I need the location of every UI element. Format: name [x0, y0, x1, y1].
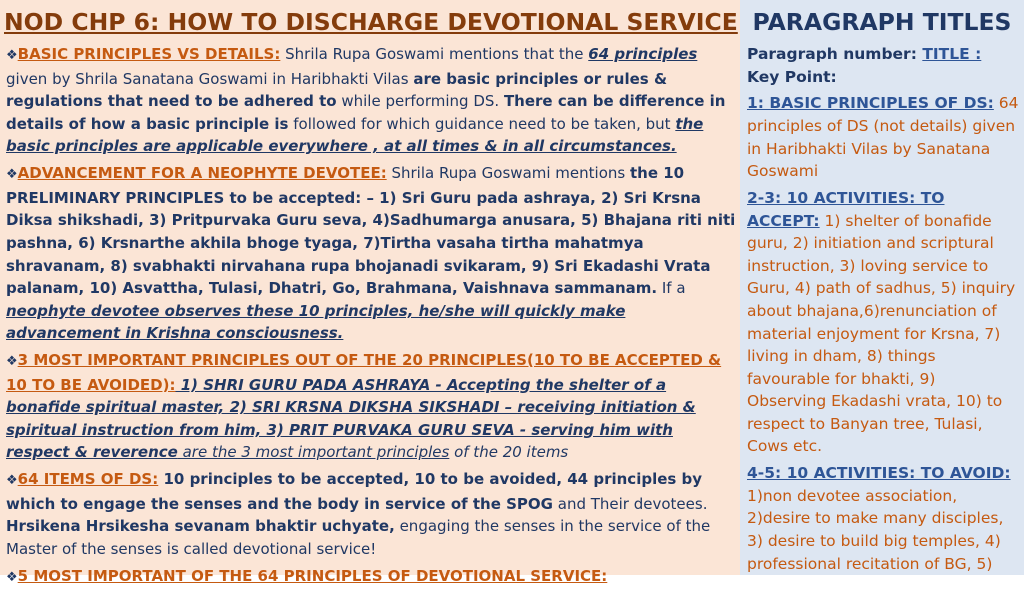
- paragraph-text: engaging the senses in the service of the Master of the senses is called devotional service!: [6, 517, 711, 559]
- item-heading: 4-5: 10 ACTIVITIES: TO AVOID:: [747, 464, 1011, 483]
- paragraph-text: If a: [657, 279, 686, 298]
- right-panel: [740, 0, 1024, 575]
- paragraph-heading: 5 MOST IMPORTANT OF THE 64 PRINCIPLES OF DEVOTIONAL SERVICE:: [17, 566, 608, 585]
- left-body: [6, 43, 736, 594]
- item-heading: 2-3: 10 ACTIVITIES: TO ACCEPT:: [747, 188, 945, 230]
- item-text: 2) initiation and scriptural instruction, 3) loving service to Guru, 4) path of sadhus, 5) inquiry about bhajana,6)renunciation of material enjoyment for Krsna, 7) living in dham, 8) things favourable for bhakti, 9) Observing Ekadashi vrata, 10) to respect to Banyan tree, Tulasi, Cows etc.: [747, 234, 1016, 456]
- paragraph-text: Shrila Rupa Goswami mentions: [386, 164, 630, 183]
- paragraph-text: while performing DS.: [336, 92, 504, 111]
- item-heading: 1: BASIC PRINCIPLES OF DS:: [747, 94, 994, 113]
- chapter-title: NOD CHP 6: HOW TO DISCHARGE DEVOTIONAL SERVICE: [4, 8, 738, 36]
- paragraph-2: [6, 162, 736, 345]
- right-body: [747, 43, 1019, 579]
- bullet-icon: ❖: [6, 473, 18, 489]
- paragraph-italic: of the 20 items: [449, 443, 569, 462]
- item-text: 1) shelter of bonafide guru,: [747, 211, 992, 253]
- paragraph-text: given by Shrila Sanatana Goswami in Haribhakti Vilas: [6, 69, 414, 88]
- paragraph-text: followed for which guidance need to be taken, but: [288, 114, 676, 133]
- paragraph-heading: 3 MOST IMPORTANT PRINCIPLES OUT OF THE 20 PRINCIPLES(10 TO BE ACCEPTED & 10 TO BE AVOIDED):: [6, 351, 722, 394]
- title-item-1: [747, 92, 1019, 182]
- bullet-icon: ❖: [6, 48, 18, 63]
- paragraph-emphasis: 64 principles: [588, 45, 698, 63]
- paragraph-bold: the 10 PRELIMINARY PRINCIPLES to be accepted: – 1) Sri Guru pada ashraya, 2) Sri Krsna Diksa shikshadi, 3) Pritpurvaka Guru seva, 4)Sadhumarga anusara, 5) Bhajana riti niti pashna, 6) Krsnarthe akhila bhoge tyaga, 7)Tirtha vasaha tirtha mahatmya shravanam, 8) svabhakti nirvahana rupa bhojanadi svikaram, 9) Sri Ekadashi Vrata palanam, 10) Asvattha, Tulasi, Dhatri, Go, Brahmana, Vaishnava sammanam.: [6, 164, 736, 298]
- legend-line: [747, 43, 1019, 88]
- side-panel-title: PARAGRAPH TITLES: [752, 8, 1012, 36]
- item-text: 64 principles of DS (not details) given in Haribhakti Vilas by Sanatana Goswami: [747, 94, 1019, 181]
- paragraph-1: [6, 43, 736, 158]
- title-item-3: [747, 462, 1019, 575]
- title-item-2: [747, 187, 1019, 458]
- paragraph-5: [6, 565, 736, 590]
- paragraph-text: and Their devotees.: [552, 494, 708, 513]
- bullet-icon: ❖: [6, 569, 18, 585]
- paragraph-bold: are basic principles or rules & regulations that need to be adhered to: [6, 69, 668, 111]
- bullet-icon: ❖: [6, 354, 18, 370]
- paragraph-3: [6, 349, 736, 464]
- paragraph-emphasis: 1) SHRI GURU PADA ASHRAYA - Accepting the shelter of a bonafide spiritual master, 2) SRI KRSNA DIKSHA SIKSHADI – receiving initiation & spiritual instruction from him, 3) PRIT PURVAKA GURU SEVA - serving him with respect & reverence: [6, 375, 696, 462]
- paragraph-heading: BASIC PRINCIPLES VS DETAILS:: [17, 45, 281, 63]
- paragraph-4: [6, 468, 736, 560]
- paragraph-bold: Hrsikena Hrsikesha sevanam bhaktir uchyate,: [6, 517, 395, 536]
- legend-title-sample: TITLE :: [922, 45, 982, 63]
- bullet-icon: ❖: [6, 167, 18, 183]
- paragraph-emphasis: the basic principles are applicable everywhere , at all times & in all circumstances.: [6, 114, 704, 156]
- paragraph-text: Shrila Rupa Goswami mentions that the: [280, 45, 589, 63]
- legend-text: Key Point:: [747, 67, 837, 86]
- paragraph-bold: There can be difference in details of how a basic principle is: [6, 92, 726, 133]
- paragraph-heading: 64 ITEMS OF DS:: [17, 470, 159, 489]
- item-text: 1)non devotee association, 2)desire to make many disciples, 3) desire to build big temples, 4) professional recitation of BG, 5): [747, 486, 1004, 573]
- paragraph-italic: are the 3 most important principles: [177, 443, 450, 462]
- paragraph-heading: ADVANCEMENT FOR A NEOPHYTE DEVOTEE:: [17, 164, 387, 183]
- paragraph-bold: 10 principles to be accepted, 10 to be avoided, 44 principles by which to engage the senses and the body in service of the SPOG: [6, 470, 703, 513]
- paragraph-emphasis: neophyte devotee observes these 10 principles, he/she will quickly make advancement in Krishna consciousness.: [6, 301, 626, 343]
- legend-text: Paragraph number:: [747, 45, 923, 63]
